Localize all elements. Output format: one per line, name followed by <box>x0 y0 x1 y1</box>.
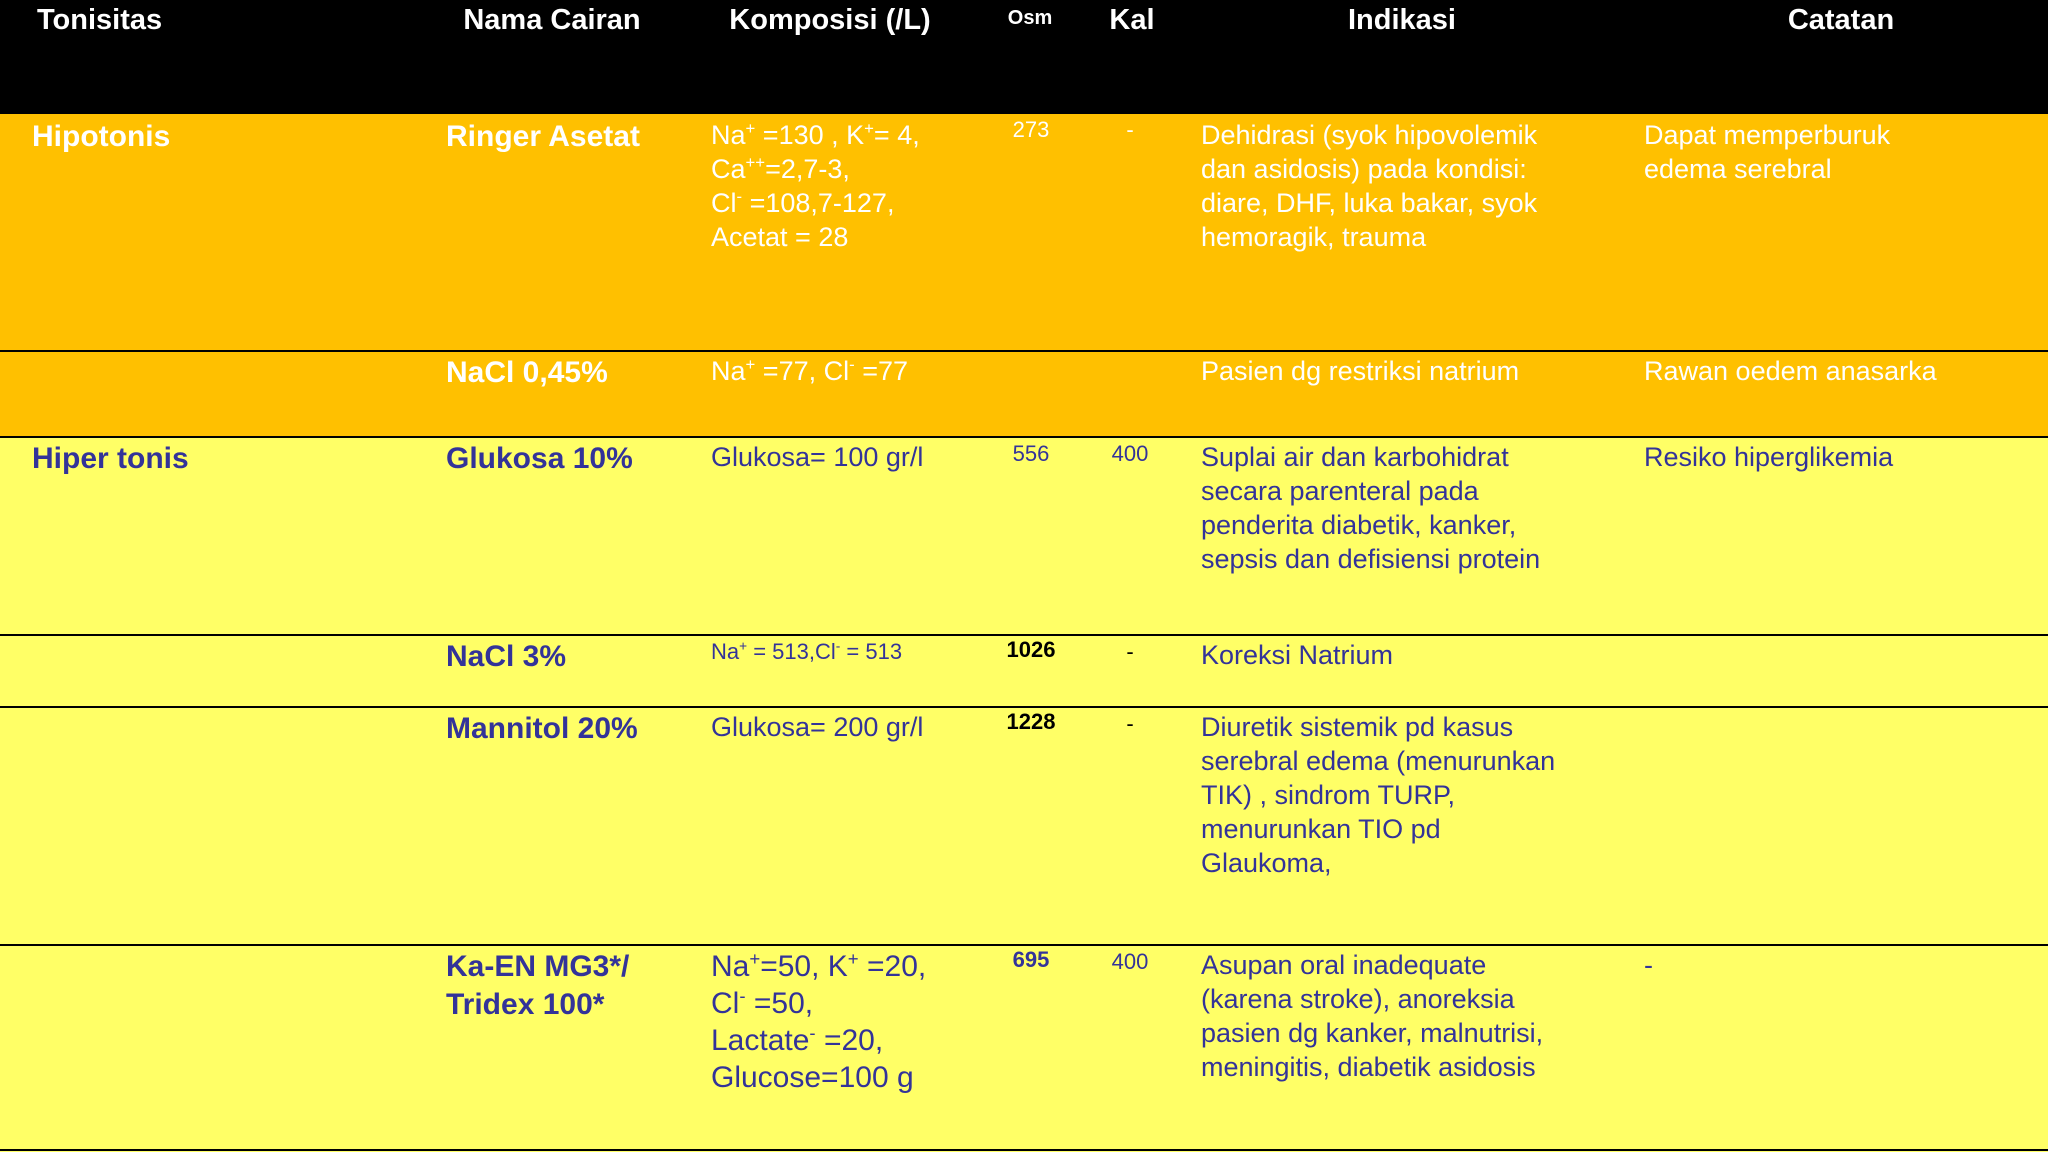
kal-value: - <box>1126 117 1134 142</box>
table-row <box>0 944 2048 1150</box>
kal-value: - <box>1126 711 1134 736</box>
catatan: Resiko hiperglikemia <box>1644 442 1894 472</box>
header-indikasi: Indikasi <box>1348 4 1456 36</box>
table-header <box>0 0 2048 114</box>
komposisi: Glukosa= 200 gr/l <box>711 712 924 742</box>
osm-value: 695 <box>1012 947 1050 972</box>
osm-value: 1026 <box>1006 637 1056 662</box>
indikasi: Pasien dg restriksi natrium <box>1201 356 1520 386</box>
catatan: - <box>1644 950 1653 980</box>
header-tonisitas: Tonisitas <box>37 4 163 36</box>
table-row <box>0 114 2048 350</box>
komposisi: Glukosa= 100 gr/l <box>711 442 924 472</box>
header-osm: Osm <box>1007 7 1053 29</box>
nama-cairan: Mannitol 20% <box>446 712 638 745</box>
indikasi: Asupan oral inadequate (karena stroke), anoreksia pasien dg kanker, malnutrisi, meningitis, diabetik asidosis <box>1201 950 1544 1082</box>
table-row <box>0 706 2048 946</box>
indikasi: Dehidrasi (syok hipovolemik dan asidosis) pada kondisi: diare, DHF, luka bakar, syok hemoragik, trauma <box>1201 120 1538 252</box>
nama-cairan: NaCl 0,45% <box>446 356 608 389</box>
osm-value: 273 <box>1012 117 1050 142</box>
header-nama-cairan: Nama Cairan <box>463 4 641 36</box>
osm-value: 1228 <box>1006 709 1056 734</box>
nama-cairan: NaCl 3% <box>446 640 567 673</box>
table-row <box>0 350 2048 438</box>
header-komposisi: Komposisi (/L) <box>729 4 931 36</box>
nama-cairan: Glukosa 10% <box>446 442 633 475</box>
table-bottom-border <box>0 1149 2048 1151</box>
nama-cairan: Ringer Asetat <box>446 120 640 153</box>
table-row <box>0 436 2048 636</box>
osm-value: 556 <box>1012 441 1050 466</box>
header-catatan: Catatan <box>1787 4 1895 36</box>
indikasi: Suplai air dan karbohidrat secara parenteral pada penderita diabetik, kanker, sepsis dan defisiensi protein <box>1201 442 1541 574</box>
kal-value: 400 <box>1111 441 1149 466</box>
catatan: Rawan oedem anasarka <box>1644 356 1937 386</box>
komposisi: Na+=50, K+ =20, Cl- =50, Lactate- =20, Glucose=100 g <box>711 948 927 1094</box>
header-kal: Kal <box>1109 4 1155 36</box>
catatan: Dapat memperburuk edema serebral <box>1644 120 1891 184</box>
nama-cairan: Ka-EN MG3*/ Tridex 100* <box>446 950 630 1021</box>
tonisitas-label: Hipotonis <box>32 120 171 153</box>
kal-value: - <box>1126 639 1134 664</box>
komposisi: Na+ = 513,Cl- = 513 <box>711 638 903 664</box>
indikasi: Diuretik sistemik pd kasus serebral edema (menurunkan TIK) , sindrom TURP, menurunkan TIO pd Glaukoma, <box>1201 712 1556 878</box>
kal-value: 400 <box>1111 949 1149 974</box>
komposisi: Na+ =77, Cl- =77 <box>711 355 908 386</box>
tonisitas-label: Hiper tonis <box>32 442 189 475</box>
indikasi: Koreksi Natrium <box>1201 640 1394 670</box>
table-row <box>0 634 2048 708</box>
komposisi: Na+ =130 , K+= 4, Ca++=2,7-3, Cl- =108,7-127, Acetat = 28 <box>711 119 920 252</box>
